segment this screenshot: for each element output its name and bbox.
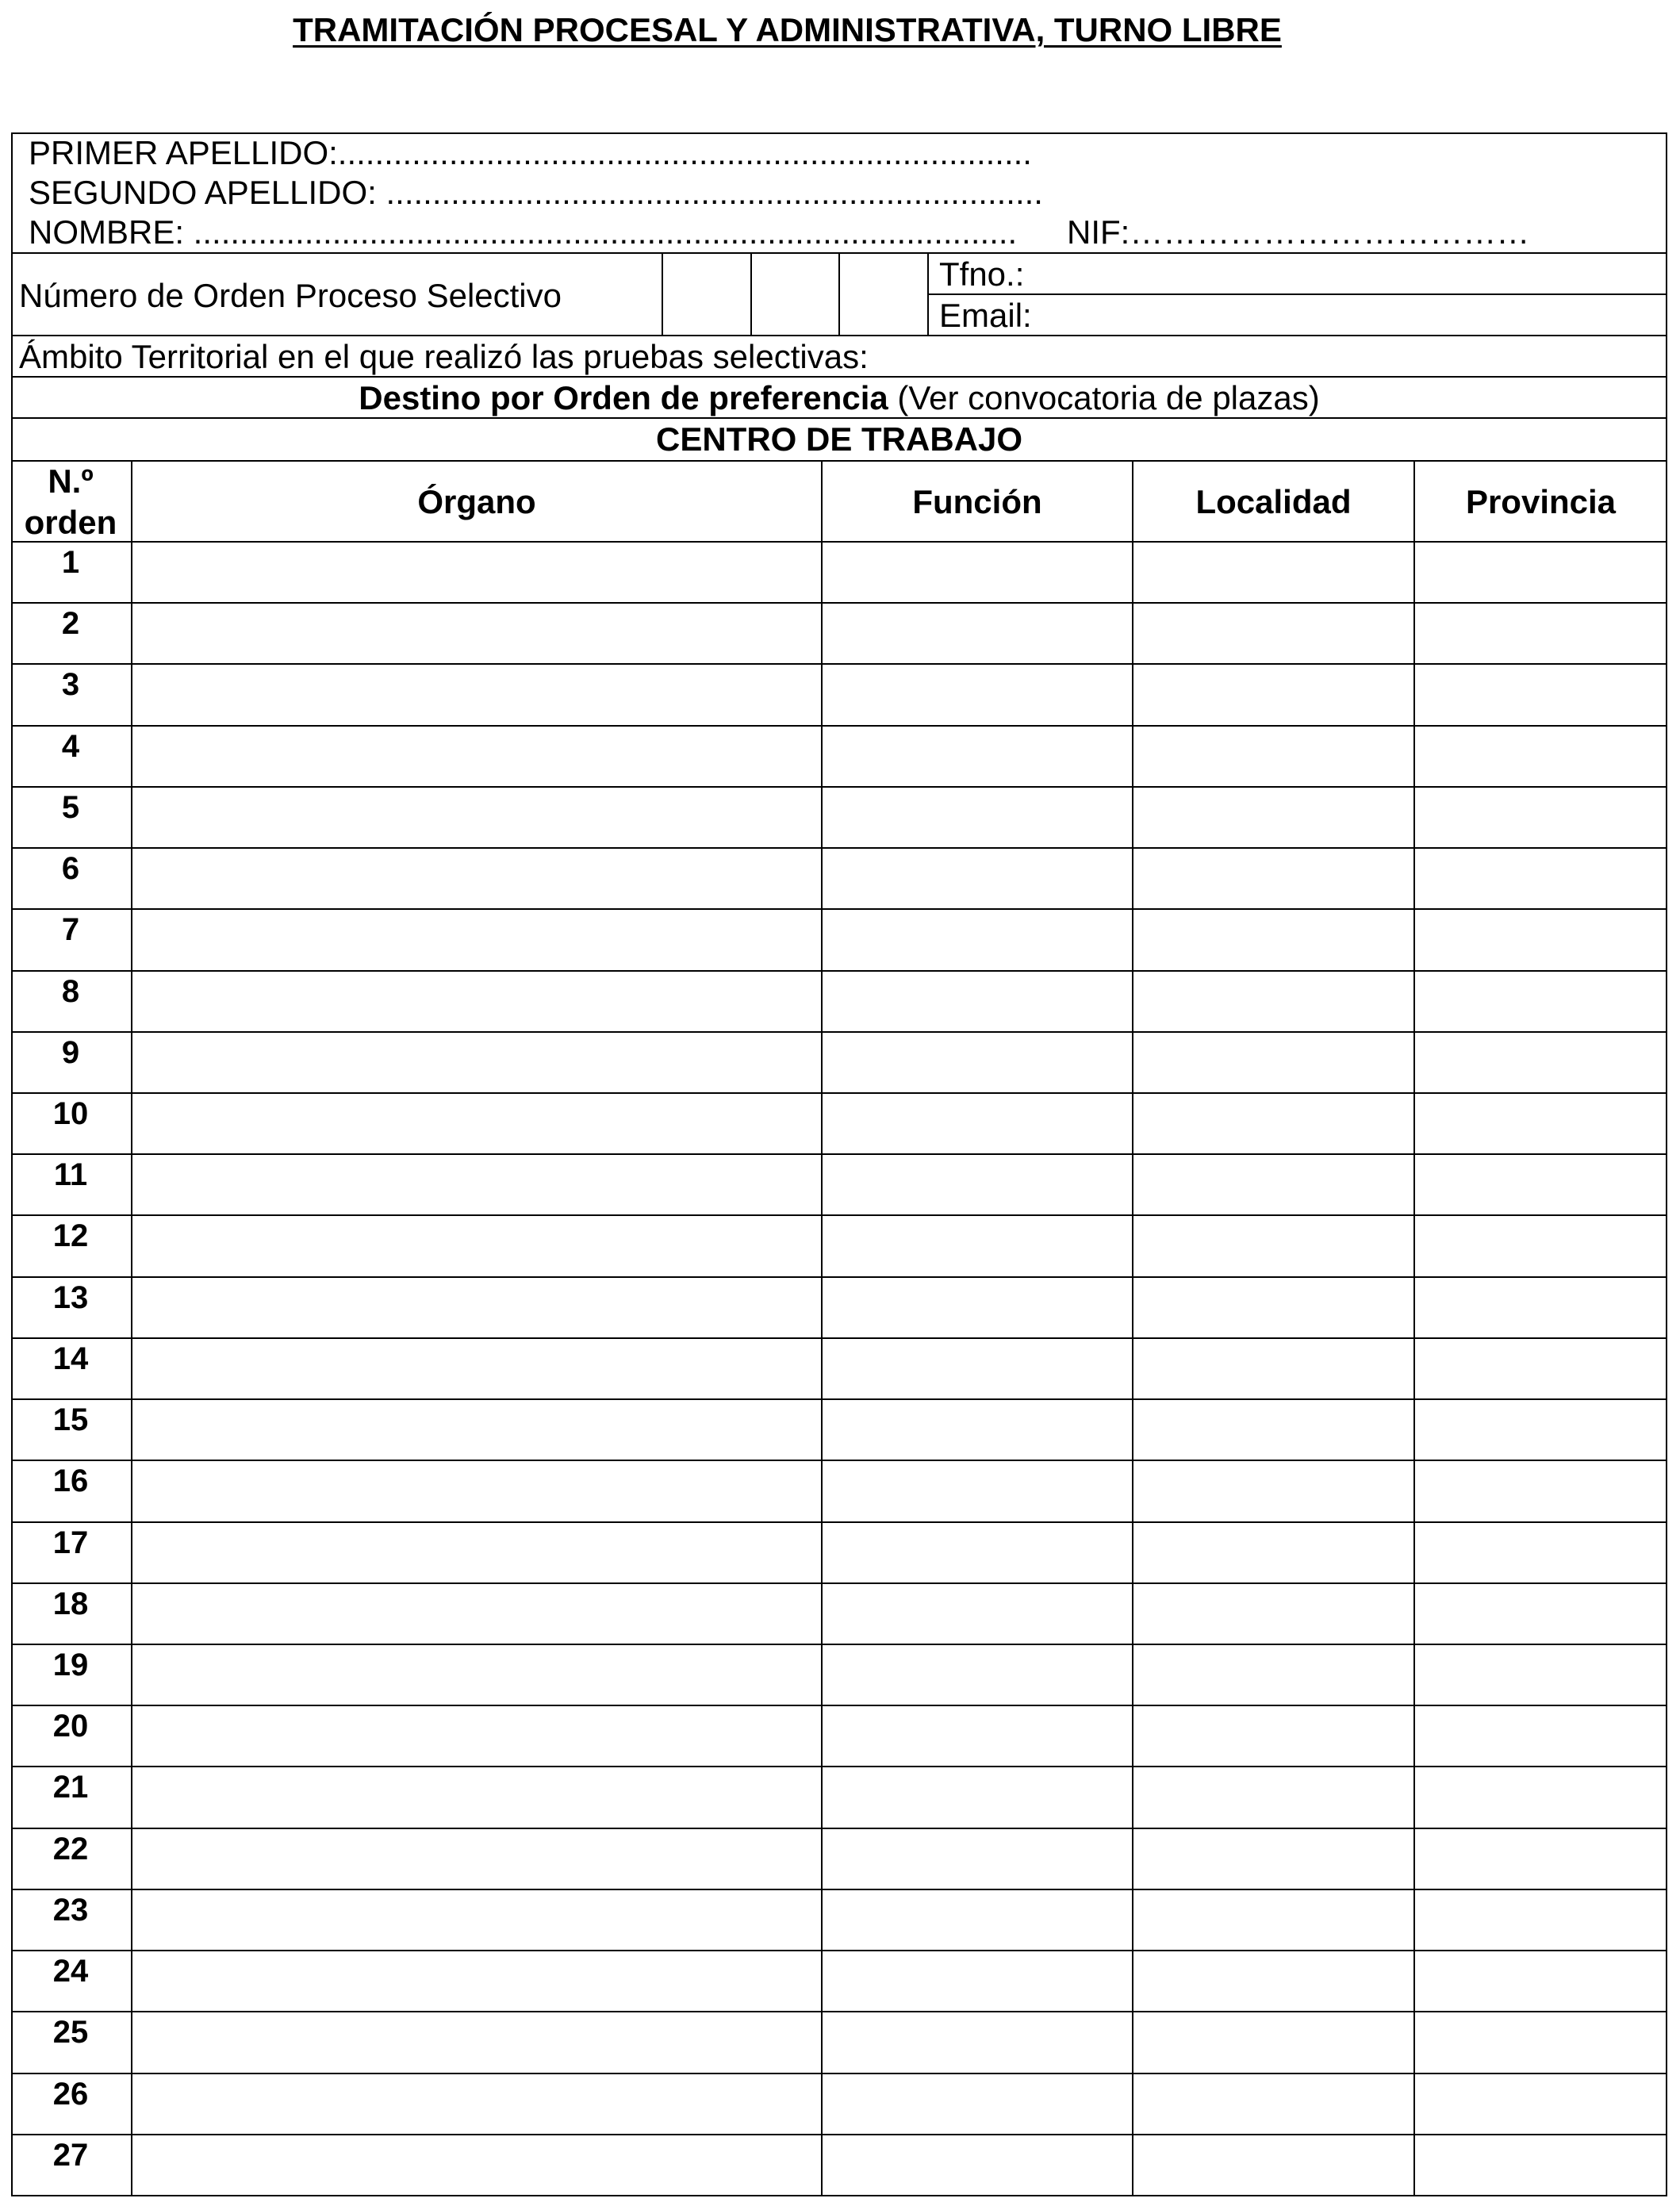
table-row-number: 3 bbox=[61, 667, 80, 703]
provincia-cell[interactable] bbox=[1415, 1951, 1666, 2009]
funcion-cell[interactable] bbox=[823, 665, 1132, 723]
localidad-cell[interactable] bbox=[1133, 1461, 1413, 1519]
localidad-cell[interactable] bbox=[1133, 910, 1413, 968]
localidad-cell[interactable] bbox=[1133, 727, 1413, 785]
orden-header-line2: orden bbox=[24, 504, 117, 541]
provincia-cell[interactable] bbox=[1415, 910, 1666, 968]
localidad-cell[interactable] bbox=[1133, 604, 1413, 662]
organo-cell[interactable] bbox=[132, 1216, 821, 1274]
destino-heading bbox=[11, 380, 1667, 416]
table-row-number: 18 bbox=[52, 1586, 89, 1621]
orden-header-line1: N.º bbox=[48, 462, 94, 500]
funcion-cell[interactable] bbox=[823, 1890, 1132, 1948]
localidad-cell[interactable] bbox=[1133, 2135, 1413, 2193]
destino-bold: Destino por Orden de preferencia bbox=[359, 379, 888, 416]
organo-cell[interactable] bbox=[132, 1278, 821, 1336]
funcion-cell[interactable] bbox=[823, 543, 1132, 600]
localidad-cell[interactable] bbox=[1133, 849, 1413, 907]
organo-header: Órgano bbox=[417, 483, 536, 520]
provincia-cell[interactable] bbox=[1415, 1400, 1666, 1458]
divider bbox=[662, 252, 663, 335]
table-row-number: 11 bbox=[53, 1157, 88, 1193]
localidad-cell[interactable] bbox=[1133, 543, 1413, 600]
localidad-cell[interactable] bbox=[1133, 2012, 1413, 2070]
provincia-cell[interactable] bbox=[1415, 1094, 1666, 1152]
localidad-cell[interactable] bbox=[1133, 1890, 1413, 1948]
funcion-cell[interactable] bbox=[823, 1645, 1132, 1703]
provincia-cell[interactable] bbox=[1415, 1155, 1666, 1213]
organo-cell[interactable] bbox=[132, 788, 821, 846]
table-row-number: 12 bbox=[52, 1218, 89, 1254]
funcion-header: Función bbox=[912, 483, 1042, 520]
provincia-cell[interactable] bbox=[1415, 1216, 1666, 1274]
table-row-number: 16 bbox=[52, 1464, 89, 1499]
provincia-cell[interactable] bbox=[1415, 1278, 1666, 1336]
funcion-cell[interactable] bbox=[823, 1706, 1132, 1764]
funcion-cell[interactable] bbox=[823, 1523, 1132, 1581]
funcion-cell[interactable] bbox=[823, 788, 1132, 846]
organo-cell[interactable] bbox=[132, 1951, 821, 2009]
organo-cell[interactable] bbox=[132, 1645, 821, 1703]
table-row-number: 2 bbox=[61, 606, 80, 642]
localidad-cell[interactable] bbox=[1133, 1278, 1413, 1336]
table-row-number: 1 bbox=[61, 545, 80, 580]
centro-trabajo-heading: CENTRO DE TRABAJO bbox=[655, 420, 1023, 458]
divider bbox=[927, 293, 1667, 295]
provincia-cell[interactable] bbox=[1415, 665, 1666, 723]
funcion-cell[interactable] bbox=[823, 1829, 1132, 1887]
provincia-cell[interactable] bbox=[1415, 1523, 1666, 1581]
funcion-cell[interactable] bbox=[823, 1584, 1132, 1642]
funcion-cell[interactable] bbox=[823, 849, 1132, 907]
funcion-cell[interactable] bbox=[823, 1461, 1132, 1519]
provincia-cell[interactable] bbox=[1415, 2135, 1666, 2193]
organo-cell[interactable] bbox=[132, 849, 821, 907]
provincia-cell[interactable] bbox=[1415, 1584, 1666, 1642]
organo-cell[interactable] bbox=[132, 2135, 821, 2193]
divider bbox=[11, 460, 1667, 462]
organo-cell[interactable] bbox=[132, 727, 821, 785]
funcion-cell[interactable] bbox=[823, 1155, 1132, 1213]
funcion-cell[interactable] bbox=[823, 972, 1132, 1030]
organo-cell[interactable] bbox=[132, 1523, 821, 1581]
provincia-cell[interactable] bbox=[1415, 1767, 1666, 1825]
table-row-number: 24 bbox=[52, 1954, 89, 1989]
nif-field[interactable]: NIF:……………………………… bbox=[1067, 213, 1530, 251]
localidad-cell[interactable] bbox=[1133, 1767, 1413, 1825]
organo-cell[interactable] bbox=[132, 1094, 821, 1152]
funcion-cell[interactable] bbox=[823, 1400, 1132, 1458]
primer-apellido-field[interactable]: PRIMER APELLIDO:........................................................................... bbox=[29, 134, 1032, 171]
table-row-number: 19 bbox=[52, 1647, 89, 1682]
table-row-number: 10 bbox=[52, 1095, 89, 1131]
organo-cell[interactable] bbox=[132, 1767, 821, 1825]
table-row-number: 25 bbox=[52, 2015, 89, 2050]
provincia-cell[interactable] bbox=[1415, 788, 1666, 846]
divider bbox=[838, 252, 840, 335]
table-row-number: 26 bbox=[52, 2076, 89, 2112]
divider bbox=[11, 417, 1667, 419]
localidad-cell[interactable] bbox=[1133, 665, 1413, 723]
localidad-cell[interactable] bbox=[1133, 1094, 1413, 1152]
organo-cell[interactable] bbox=[132, 1461, 821, 1519]
provincia-cell[interactable] bbox=[1415, 1461, 1666, 1519]
funcion-cell[interactable] bbox=[823, 1216, 1132, 1274]
funcion-cell[interactable] bbox=[823, 1339, 1132, 1397]
nombre-field[interactable]: NOMBRE: ......................................................................................... bbox=[29, 213, 1018, 251]
funcion-cell[interactable] bbox=[823, 910, 1132, 968]
organo-cell[interactable] bbox=[132, 1706, 821, 1764]
provincia-cell[interactable] bbox=[1415, 1829, 1666, 1887]
orden-proceso-label: Número de Orden Proceso Selectivo bbox=[19, 277, 562, 314]
table-row-number: 20 bbox=[52, 1709, 89, 1744]
provincia-cell[interactable] bbox=[1415, 543, 1666, 600]
organo-cell[interactable] bbox=[132, 604, 821, 662]
funcion-cell[interactable] bbox=[823, 2074, 1132, 2132]
provincia-cell[interactable] bbox=[1415, 2074, 1666, 2132]
divider bbox=[750, 252, 752, 335]
destino-note: (Ver convocatoria de plazas) bbox=[888, 379, 1320, 416]
table-row-number: 27 bbox=[52, 2137, 89, 2173]
provincia-cell[interactable] bbox=[1415, 1033, 1666, 1091]
localidad-cell[interactable] bbox=[1133, 788, 1413, 846]
organo-cell[interactable] bbox=[132, 1155, 821, 1213]
localidad-cell[interactable] bbox=[1133, 1033, 1413, 1091]
table-row-number: 5 bbox=[61, 789, 80, 825]
funcion-cell[interactable] bbox=[823, 1094, 1132, 1152]
funcion-cell[interactable] bbox=[823, 604, 1132, 662]
organo-cell[interactable] bbox=[132, 1584, 821, 1642]
provincia-cell[interactable] bbox=[1415, 1890, 1666, 1948]
table-row-number: 6 bbox=[61, 851, 80, 887]
localidad-cell[interactable] bbox=[1133, 1584, 1413, 1642]
table-row-number: 23 bbox=[52, 1892, 89, 1928]
organo-cell[interactable] bbox=[132, 665, 821, 723]
table-row-number: 7 bbox=[61, 912, 80, 948]
localidad-cell[interactable] bbox=[1133, 1829, 1413, 1887]
divider bbox=[11, 335, 1667, 336]
organo-cell[interactable] bbox=[132, 1033, 821, 1091]
page-title: TRAMITACIÓN PROCESAL Y ADMINISTRATIVA, TURNO LIBRE bbox=[293, 11, 1282, 48]
table-row-number: 14 bbox=[52, 1341, 89, 1376]
localidad-header: Localidad bbox=[1195, 483, 1352, 520]
table-row-number: 13 bbox=[52, 1279, 89, 1315]
table-row-number: 17 bbox=[52, 1525, 89, 1560]
organo-cell[interactable] bbox=[132, 910, 821, 968]
divider bbox=[11, 376, 1667, 378]
tfno-field[interactable]: Tfno.: bbox=[939, 255, 1025, 293]
ambito-territorial-label[interactable]: Ámbito Territorial en el que realizó las pruebas selectivas: bbox=[19, 338, 869, 375]
localidad-cell[interactable] bbox=[1133, 1951, 1413, 2009]
table-row-number: 9 bbox=[61, 1034, 80, 1070]
provincia-cell[interactable] bbox=[1415, 604, 1666, 662]
funcion-cell[interactable] bbox=[823, 2012, 1132, 2070]
provincia-cell[interactable] bbox=[1415, 727, 1666, 785]
provincia-cell[interactable] bbox=[1415, 972, 1666, 1030]
table-row-number: 15 bbox=[52, 1402, 89, 1438]
localidad-cell[interactable] bbox=[1133, 1339, 1413, 1397]
table-row-number: 4 bbox=[61, 728, 80, 764]
funcion-cell[interactable] bbox=[823, 1767, 1132, 1825]
segundo-apellido-field[interactable]: SEGUNDO APELLIDO: ....................................................................... bbox=[29, 174, 1043, 211]
provincia-cell[interactable] bbox=[1415, 849, 1666, 907]
table-row-number: 8 bbox=[61, 973, 80, 1009]
localidad-cell[interactable] bbox=[1133, 1706, 1413, 1764]
localidad-cell[interactable] bbox=[1133, 1155, 1413, 1213]
provincia-cell[interactable] bbox=[1415, 1645, 1666, 1703]
organo-cell[interactable] bbox=[132, 972, 821, 1030]
organo-cell[interactable] bbox=[132, 2074, 821, 2132]
table-row-number: 21 bbox=[52, 1770, 89, 1805]
localidad-cell[interactable] bbox=[1133, 2074, 1413, 2132]
localidad-cell[interactable] bbox=[1133, 1400, 1413, 1458]
funcion-cell[interactable] bbox=[823, 727, 1132, 785]
provincia-cell[interactable] bbox=[1415, 2012, 1666, 2070]
funcion-cell[interactable] bbox=[823, 2135, 1132, 2193]
organo-cell[interactable] bbox=[132, 1339, 821, 1397]
localidad-cell[interactable] bbox=[1133, 1523, 1413, 1581]
organo-cell[interactable] bbox=[132, 2012, 821, 2070]
organo-cell[interactable] bbox=[132, 1890, 821, 1948]
funcion-cell[interactable] bbox=[823, 1278, 1132, 1336]
email-field[interactable]: Email: bbox=[939, 297, 1032, 334]
provincia-cell[interactable] bbox=[1415, 1706, 1666, 1764]
localidad-cell[interactable] bbox=[1133, 1645, 1413, 1703]
organo-cell[interactable] bbox=[132, 543, 821, 600]
localidad-cell[interactable] bbox=[1133, 1216, 1413, 1274]
organo-cell[interactable] bbox=[132, 1829, 821, 1887]
localidad-cell[interactable] bbox=[1133, 972, 1413, 1030]
provincia-header: Provincia bbox=[1465, 483, 1617, 520]
table-row-number: 22 bbox=[52, 1831, 89, 1866]
provincia-cell[interactable] bbox=[1415, 1339, 1666, 1397]
organo-cell[interactable] bbox=[132, 1400, 821, 1458]
funcion-cell[interactable] bbox=[823, 1033, 1132, 1091]
funcion-cell[interactable] bbox=[823, 1951, 1132, 2009]
